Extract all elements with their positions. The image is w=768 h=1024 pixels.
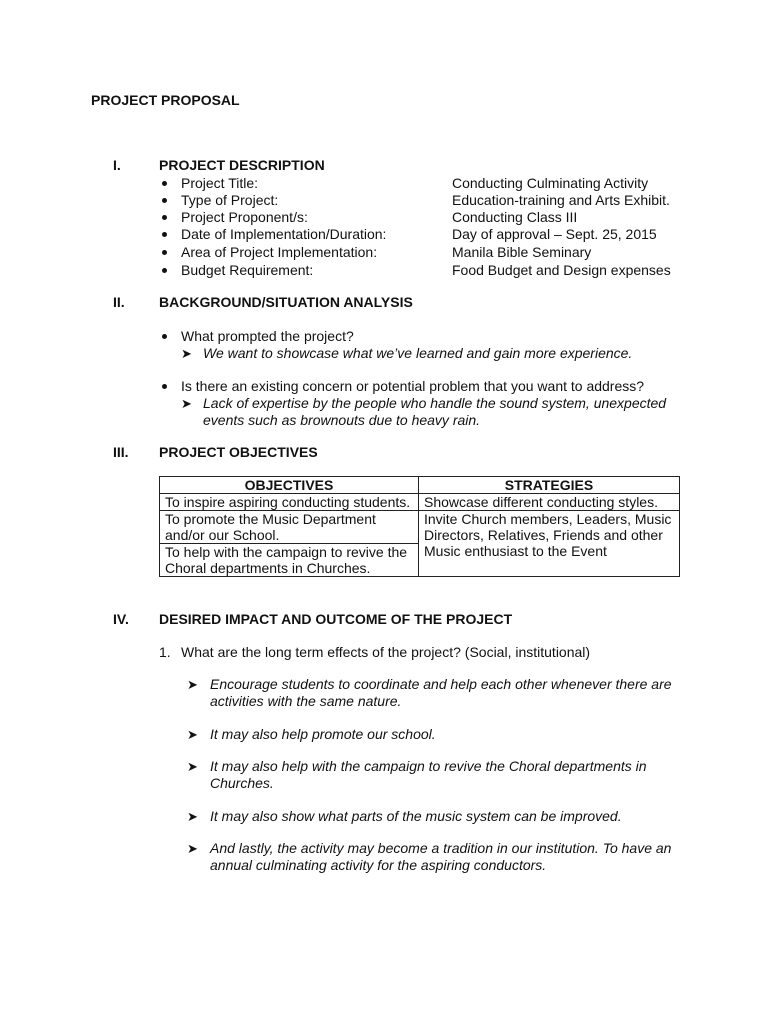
cell-line: To help with the campaign to revive the (165, 544, 408, 560)
description-label: Area of Project Implementation: (181, 244, 378, 260)
bullet-icon (162, 268, 167, 273)
description-value: Education-training and Arts Exhibit. (452, 192, 670, 208)
description-value: Food Budget and Design expenses (452, 262, 671, 278)
strategy-cell (419, 494, 680, 511)
objectives-table (159, 476, 680, 577)
arrow-bullet-icon: ➤ (187, 759, 198, 774)
impact-question: What are the long term effects of the project? (Social, institutional) (181, 644, 591, 660)
arrow-bullet-icon: ➤ (187, 809, 198, 824)
background-answer-2-line-2: events such as brownouts due to heavy rain. (203, 412, 481, 428)
impact-answer-line: And lastly, the activity may become a tradition in our institution. To have an (210, 840, 672, 856)
description-value: Day of approval – Sept. 25, 2015 (452, 226, 657, 242)
section-title-1: PROJECT DESCRIPTION (159, 157, 325, 173)
bullet-icon (162, 215, 167, 220)
section-number-4: IV. (113, 611, 129, 627)
description-value: Manila Bible Seminary (452, 244, 592, 260)
description-label: Date of Implementation/Duration: (181, 226, 387, 242)
bullet-icon (162, 250, 167, 255)
bullet-icon (162, 198, 167, 203)
description-value: Conducting Culminating Activity (452, 175, 649, 191)
background-question-2: Is there an existing concern or potential problem that you want to address? (181, 378, 645, 394)
description-label: Project Proponent/s: (181, 209, 308, 225)
impact-answer-line: Churches. (210, 775, 274, 791)
cell-line: Music enthusiast to the Event (424, 543, 607, 559)
cell-line: Showcase different conducting styles. (424, 494, 658, 510)
description-value: Conducting Class III (452, 209, 578, 225)
impact-answer-line: It may also show what parts of the music system can be improved. (210, 808, 622, 824)
cell-line: and/or our School. (165, 527, 280, 543)
table-header-objectives: OBJECTIVES (160, 477, 419, 494)
objective-cell (160, 544, 419, 577)
section-title-2: BACKGROUND/SITUATION ANALYSIS (159, 294, 413, 310)
arrow-bullet-icon: ➤ (187, 727, 198, 742)
table-row (160, 511, 680, 544)
strategy-cell (419, 511, 680, 577)
document-title: PROJECT PROPOSAL (91, 92, 240, 108)
impact-answer-line: activities with the same nature. (210, 693, 402, 709)
section-title-4: DESIRED IMPACT AND OUTCOME OF THE PROJECT (159, 611, 513, 627)
bullet-icon (162, 384, 167, 389)
impact-answer-line: It may also help with the campaign to revive the Choral departments in (210, 758, 647, 774)
section-number-2: II. (113, 294, 125, 310)
bullet-icon (162, 232, 167, 237)
description-label: Project Title: (181, 175, 259, 191)
arrow-bullet-icon: ➤ (181, 396, 192, 411)
cell-line: Choral departments in Churches. (165, 560, 371, 576)
impact-answer-line: Encourage students to coordinate and help each other whenever there are (210, 676, 672, 692)
section-number-3: III. (113, 444, 129, 460)
impact-question-number: 1. (159, 644, 171, 660)
arrow-bullet-icon: ➤ (181, 346, 192, 361)
cell-line: Directors, Relatives, Friends and other (424, 527, 663, 543)
bullet-icon (162, 334, 167, 339)
bullet-icon (162, 181, 167, 186)
objective-cell (160, 511, 419, 544)
arrow-bullet-icon: ➤ (187, 841, 198, 856)
table-header-row (160, 477, 680, 494)
impact-answer-line: It may also help promote our school. (210, 726, 436, 742)
background-question-1: What prompted the project? (181, 328, 354, 344)
background-answer-2-line-1: Lack of expertise by the people who handle the sound system, unexpected (203, 395, 667, 411)
cell-line: Invite Church members, Leaders, Music (424, 511, 672, 527)
impact-answer-line: annual culminating activity for the aspiring conductors. (210, 857, 547, 873)
arrow-bullet-icon: ➤ (187, 677, 198, 692)
section-number-1: I. (113, 157, 121, 173)
cell-line: To inspire aspiring conducting students. (165, 494, 411, 510)
description-label: Type of Project: (181, 192, 279, 208)
background-answer-1: We want to showcase what we’ve learned and gain more experience. (203, 345, 633, 361)
section-title-3: PROJECT OBJECTIVES (159, 444, 318, 460)
table-row (160, 494, 680, 511)
cell-line: To promote the Music Department (165, 511, 376, 527)
objective-cell (160, 494, 419, 511)
description-label: Budget Requirement: (181, 262, 314, 278)
table-header-strategies: STRATEGIES (419, 477, 680, 494)
